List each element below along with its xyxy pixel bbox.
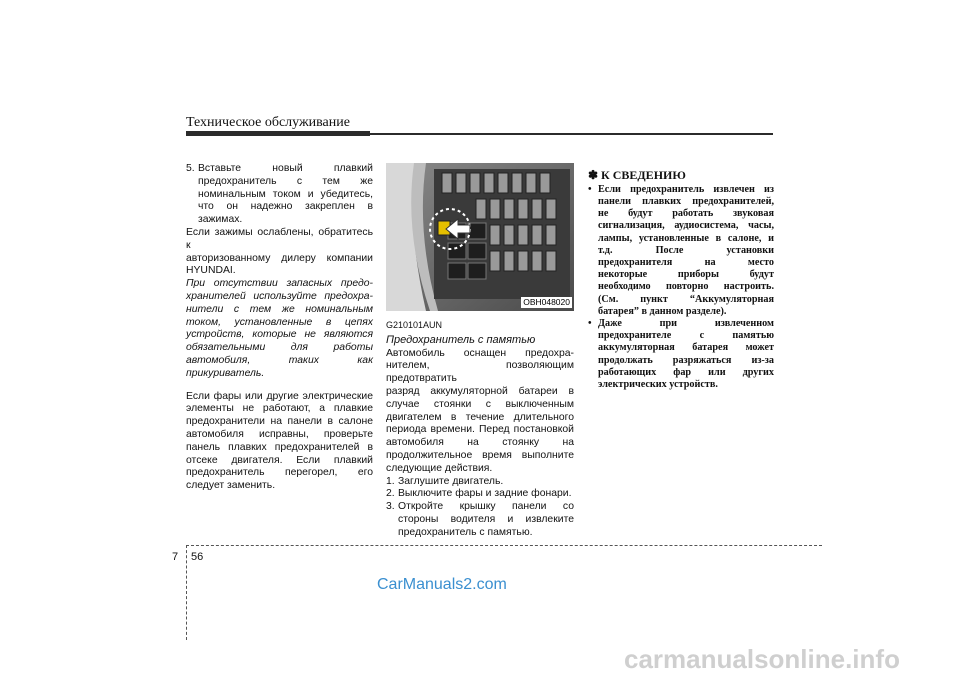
step-text: Выключите фары и задние фонари. [398, 488, 572, 500]
text-line: Если зажимы ослаблены, обратитесь к [186, 226, 373, 251]
text-line: необходимо повторно настроить. [598, 281, 774, 293]
text-line: сигнализация, аудиосистема, часы, [598, 220, 774, 232]
text-line: нители с тем же номинальным [186, 303, 373, 315]
text-line: панели плавких предохранителей, [598, 196, 774, 207]
text-line: Откройте крышку панели со [398, 501, 574, 513]
text-line: автомобиля на стоянку на [386, 437, 574, 449]
info-heading: ✽ К СВЕДЕНИЮ [588, 168, 686, 182]
bullet-icon: • [588, 183, 592, 195]
text-line: батарея” в данном разделе). [598, 305, 727, 317]
watermark-top[interactable]: CarManuals2.com [377, 576, 507, 593]
text-line: работающих фар или других [598, 366, 774, 378]
text-line: Автомобиль оснащен предохра- [386, 347, 574, 359]
text-line: следует заменить. [186, 480, 276, 492]
text-line: номинальным током и убедитесь, [198, 188, 373, 200]
text-line: предохранитель с памятью. [398, 526, 533, 538]
header-divider-thick [186, 131, 370, 136]
text-line: нителем, позволяющим предотвратить [386, 360, 574, 385]
text-line: случае стоянки с выключенным [386, 398, 574, 410]
text-line: предохранитель перегорел, его [186, 467, 373, 479]
step-2 [386, 488, 574, 501]
text-line: следующие действия. [386, 462, 493, 474]
text-line: предохранитель с тем же [198, 175, 373, 187]
text-line: HYUNDAI. [186, 265, 236, 277]
step-number: 1. [386, 475, 395, 487]
text-line: предохранителе с памятью [598, 330, 774, 342]
text-line: Даже при извлеченном [598, 318, 774, 330]
text-line: двигателем в течение длительного [386, 411, 574, 423]
header-divider-thin [370, 133, 773, 135]
text-line: током, установленные в цепях [186, 316, 373, 328]
text-line: продолжительное время выполните [386, 449, 574, 461]
text-line: электрических устройств. [598, 379, 718, 391]
info-bullet-2 [588, 318, 774, 391]
text-line: периода времени. Перед постановкой [386, 424, 574, 436]
text-line: Если фары или другие электрические [186, 390, 373, 402]
chapter-number: 7 [172, 551, 179, 563]
bullet-icon: • [588, 318, 592, 330]
text-line: элементы не работают, а плавкие [186, 403, 373, 415]
column-left [186, 163, 373, 493]
text-line: зажимах. [198, 214, 243, 226]
text-line: лампы, установленные в салоне, и [598, 232, 774, 244]
text-line: (См. пункт “Аккумуляторная [598, 293, 774, 305]
footer-divider [186, 545, 822, 546]
step-text: Заглушите двигатель. [398, 475, 504, 487]
text-line: автомобиля исправны, проверьте [186, 428, 373, 440]
watermark-bottom: carmanualsonline.info [624, 644, 900, 674]
column-middle [386, 163, 574, 540]
text-line: обязательными для работы [186, 342, 373, 354]
text-line: аккумуляторная батарея может [598, 342, 774, 354]
text-line: отсеке двигателя. Если плавкий [186, 454, 373, 466]
text-line: разряд аккумуляторной батареи в [386, 385, 574, 397]
section-title: Техническое обслуживание [186, 115, 350, 130]
text-line: автомобиля, таких как [186, 354, 373, 366]
text-line: некоторые приборы будут [598, 269, 774, 281]
text-line: предохранители на панели в салоне [186, 416, 373, 428]
text-line: т.д. После установки [598, 244, 774, 256]
text-line: что он надежно закреплен в [198, 201, 373, 213]
italic-note [186, 278, 373, 380]
fuse-panel-photo [386, 163, 574, 311]
text-line: стороны водителя и извлеките [398, 513, 574, 525]
step-1 [386, 476, 574, 489]
text-line: При отсутствии запасных предо- [186, 278, 373, 290]
text-line: авторизованному дилеру компании [186, 252, 373, 264]
text-line: не будут работать звуковая [598, 208, 774, 220]
page-number: 56 [191, 551, 204, 563]
step-number: 2. [386, 488, 395, 500]
text-line: хранителей используйте предохра- [186, 290, 373, 302]
text-line: панель плавких предохранителей в [186, 441, 373, 453]
text-line: Если предохранитель извлечен из [598, 183, 774, 195]
section-code: G210101AUN [386, 320, 443, 330]
fuse-panel-illustration [386, 163, 574, 311]
text-line: устройств, которые не являются [186, 329, 373, 341]
info-bullet-1 [588, 184, 774, 318]
text-line: предохранителя на место [598, 257, 774, 269]
column-right [588, 163, 774, 391]
step-3 [386, 501, 574, 539]
step-5 [186, 163, 373, 227]
footer-vertical-divider [186, 545, 187, 640]
step-number: 3. [386, 501, 395, 513]
subsection-heading: Предохранитель с памятью [386, 333, 536, 346]
step-number: 5. [186, 163, 195, 174]
text-line: прикуриватель. [186, 367, 265, 379]
text-line: продолжать разряжаться из-за [598, 354, 774, 366]
image-code: OBH048020 [523, 297, 570, 307]
text-line: Вставьте новый плавкий [198, 163, 373, 174]
